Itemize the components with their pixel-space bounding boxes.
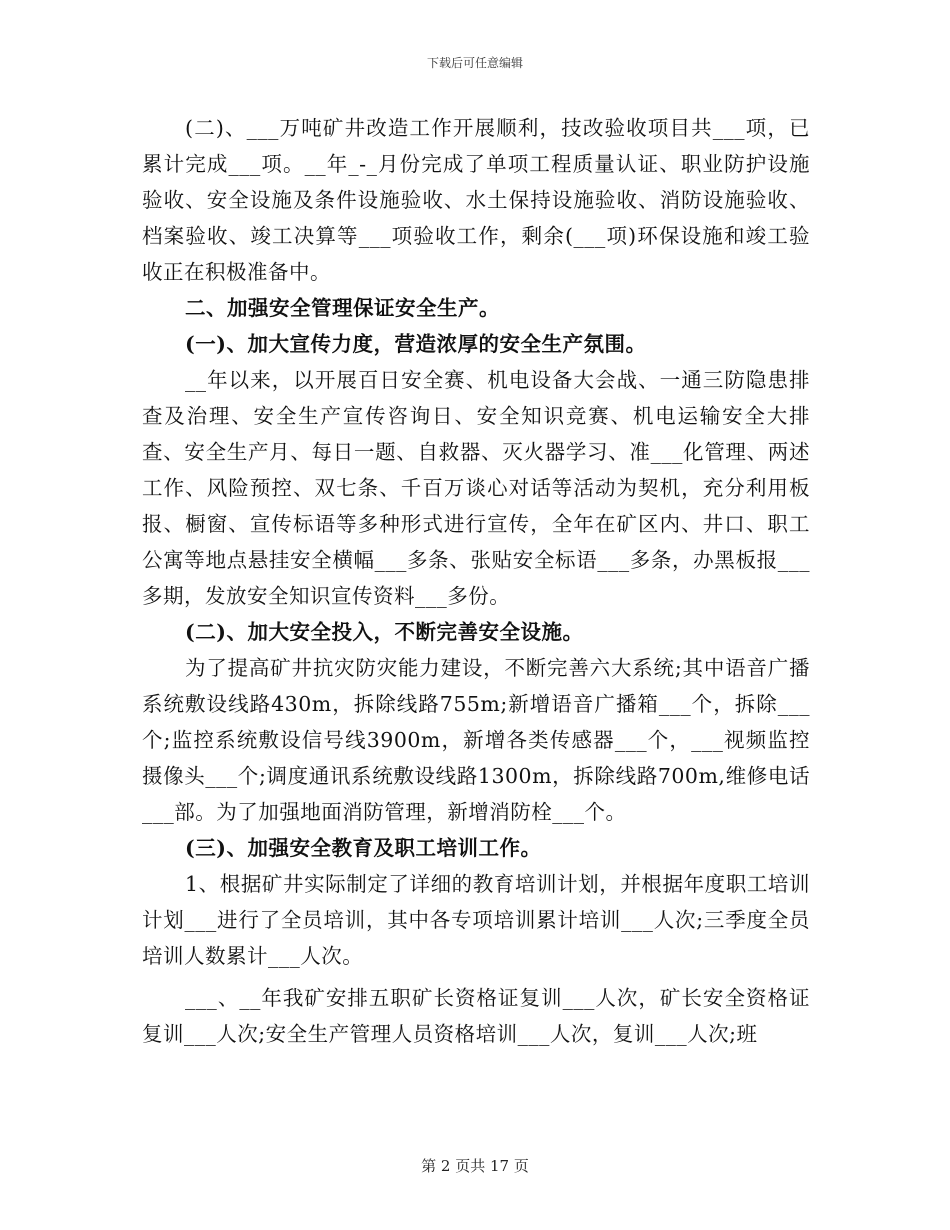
subsection-heading-2-1: (一)、加大宣传力度，营造浓厚的安全生产氛围。 (185, 332, 647, 356)
page-footer: 第 2 页共 17 页 (421, 1157, 529, 1175)
paragraph-training-plan: 1、根据矿井实际制定了详细的教育培训计划，并根据年度职工培训计划___进行了全员培训，其中各专项培训累计培训___人次;三季度全员培训人数累计___人次。 (142, 872, 810, 968)
subsection-heading-2-2: (二)、加大安全投入，不断完善安全设施。 (185, 620, 584, 644)
paragraph-investment: 为了提高矿井抗灾防灾能力建设，不断完善六大系统;其中语音广播系统敷设线路430m，拆除线路755m;新增语音广播箱___个，拆除___个;监控系统敷设信号线3900m，新增各类传感器___个，___视频监控摄像头___个;调度通讯系统敷设线路1300m，拆除线路700m,维修电话___部。为了加强地面消防管理，新增消防栓___个。 (142, 656, 810, 824)
paragraph-1: (二)、___万吨矿井改造工作开展顺利，技改验收项目共___项，已累计完成___项。__年_-_月份完成了单项工程质量认证、职业防护设施验收、安全设施及条件设施验收、水土保持设施验收、消防设施验收、档案验收、竣工决算等___项验收工作，剩余(___项)环保设施和竣工验收正在积极准备中。 (142, 116, 810, 284)
document-body (142, 110, 810, 1052)
paragraph-publicity: __年以来，以开展百日安全赛、机电设备大会战、一通三防隐患排查及治理、安全生产宣传咨询日、安全知识竞赛、机电运输安全大排查、安全生产月、每日一题、自救器、灭火器学习、准___化管理、两述工作、风险预控、双七条、千百万谈心对话等活动为契机，充分利用板报、橱窗、宣传标语等多种形式进行宣传，全年在矿区内、井口、职工公寓等地点悬挂安全横幅___多条、张贴安全标语___多条，办黑板报___多期，发放安全知识宣传资料___多份。 (142, 368, 810, 608)
subsection-heading-2-3: (三)、加强安全教育及职工培训工作。 (185, 836, 542, 860)
paragraph-training-counts: ___、__年我矿安排五职矿长资格证复训___人次，矿长安全资格证复训___人次;安全生产管理人员资格培训___人次，复训___人次;班 (142, 986, 810, 1046)
section-heading-2: 二、加强安全管理保证安全生产。 (185, 296, 501, 320)
page-header: 下载后可任意编辑 (426, 56, 523, 70)
